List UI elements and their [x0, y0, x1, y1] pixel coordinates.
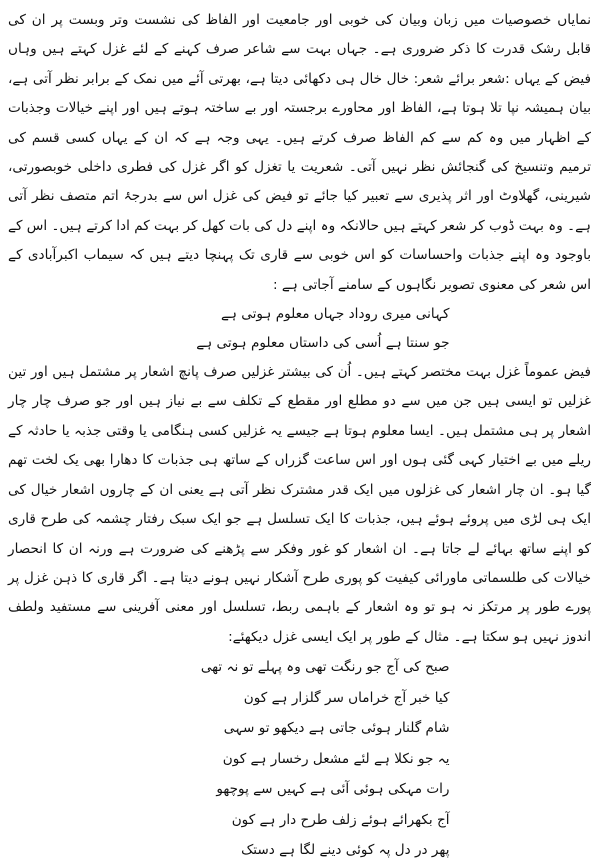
verse-line: پھر در دل پہ کوئی دینے لگا ہے دستک: [241, 842, 450, 859]
couplet-line: کہانی میری روداد جہاں معلوم ہوتی ہے: [221, 306, 450, 323]
verse-line: آج بکھرائے ہوئے زلف طرح دار ہے کون: [231, 811, 450, 828]
couplet-line: جو سنتا ہے اُسی کی داستاں معلوم ہوتی ہے: [196, 335, 450, 352]
paragraph-intro: نمایاں خصوصیات میں زبان وبیان کی خوبی اور جامعیت اور الفاظ کی نشست وتر وبست پر ان کی قابل رشک قدرت کا ذکر ضروری ہے۔ جہاں بہت سے شاعر صرف کہنے کے لئے غزل کہتے ہیں وہاں فیض کے یہاں :شعر برائے شعر: خال خال ہی دکھائی دیتا ہے، بھرتی آئے میں نمک کے برابر نظر آتی ہے، بیان ہمیشہ نپا تلا ہوتا ہے، الفاظ اور محاورے برجستہ اور بے ساختہ ہوتے ہیں اور اپنے خیالات وجذبات کے اظہار میں وہ کم سے کم الفاظ صرف کرتے ہیں۔ یہی وجہ ہے کہ ان کے یہاں کسی قسم کی ترمیم وتنسیخ کی گنجائش نظر نہیں آتی۔ شعریت یا تغزل کو اگر غزل کی فطری داخلی خوبصورتی، شیرینی، گھلاوٹ اور اثر پذیری سے تعبیر کیا جائے تو فیض کی غزل اس سے بدرجۂ اتم متصف نظر آتی ہے۔ وہ بہت ڈوب کر شعر کہتے ہیں حالانکہ وہ اپنے دل کی بات کھل کر بہت کم ادا کرتے ہیں۔ اس کے باوجود وہ اپنے جذبات واحساسات کو اس خوبی سے قاری تک پہنچا دیتے ہیں کہ سیماب اکبرآبادی کے اس شعر کی معنوی تصویر نگاہوں کے سامنے آجاتی ہے :: [8, 12, 591, 293]
ghazal-verses: [150, 652, 450, 866]
verse-line: کیا خبر آج خراماں سر گلزار ہے کون: [243, 689, 450, 706]
verse-line: رات مہکی ہوئی آئی ہے کہیں سے پوچھو: [216, 781, 450, 798]
paragraph-ghazal-discussion: فیض عموماً غزل بہت مختصر کہتے ہیں۔ اُن کی بیشتر غزلیں صرف پانچ اشعار پر مشتمل ہیں اور تین غزلیں تو ایسی ہیں جن میں سے دو مطلع اور مقطع کے تکلف سے بے نیاز ہیں اور جو صرف چار چار اشعار پر ہی مشتمل ہیں۔ ایسا معلوم ہوتا ہے جیسے یہ غزلیں کسی ہنگامی یا وقتی جذبہ یا حادثہ کے ریلے میں بے اختیار کہی گئی ہوں اور اس ساعت گزراں کے ساتھ ہی جذبات کا دھارا بھی یک لخت تھم گیا ہو۔ ان چار اشعار کی غزلوں میں ایک قدر مشترک نظر آتی ہے یعنی ان کے چاروں اشعار خیال کی ایک ہی لڑی میں پروئے ہوئے ہیں، جذبات کا ایک تسلسل ہے جو ایک سبک رفتار چشمہ کی طرح قاری کو اپنے ساتھ بہائے لے جاتا ہے۔ ان اشعار کو غور وفکر سے پڑھنے کی ضرورت ہے ورنہ ان کا انحصار خیالات کی طلسماتی ماورائی کیفیت کو پوری طرح آشکار نہیں ہونے دیتا ہے۔ اگر قاری کا ذہن غزل پر پورے طور پر مرتکز نہ ہو تو وہ اشعار کے باہمی ربط، تسلسل اور معنی آفرینی سے مستفید ولطف اندوز نہیں ہو سکتا ہے۔ مثال کے طور پر ایک ایسی غزل دیکھئے:: [8, 364, 591, 645]
verse-line: صبح کی آج جو رنگت تھی وہ پہلے تو نہ تھی: [200, 659, 450, 676]
verse-line: شام گلنار ہوئی جاتی ہے دیکھو تو سہی: [223, 720, 450, 737]
quoted-couplet: [150, 300, 450, 358]
document-page: [8, 6, 591, 859]
verse-line: یہ جو نکلا ہے لئے مشعل رخسار ہے کون: [222, 750, 450, 767]
